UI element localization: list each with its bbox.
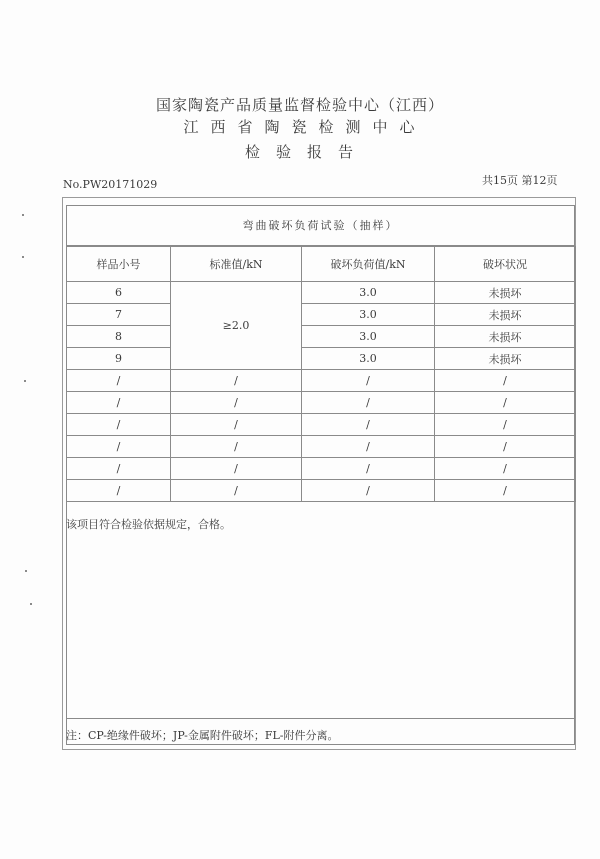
scan-speck <box>22 256 24 258</box>
scan-speck <box>30 603 32 605</box>
empty-cell: / <box>435 458 576 480</box>
empty-cell: / <box>171 414 302 436</box>
empty-cell: / <box>302 458 435 480</box>
empty-table-row <box>67 414 576 436</box>
status-cell: 未损坏 <box>435 326 576 348</box>
footnote: 注：CP-绝缘件破坏；JP-金属附件破坏；FL-附件分离。 <box>66 729 339 742</box>
empty-cell: / <box>302 392 435 414</box>
scan-speck <box>25 570 27 572</box>
load-cell: 3.0 <box>302 348 435 370</box>
load-cell: 3.0 <box>302 326 435 348</box>
empty-cell: / <box>302 436 435 458</box>
empty-cell: / <box>302 480 435 502</box>
header-sample-no: 样品小号 <box>67 247 171 282</box>
note-divider <box>66 718 575 719</box>
load-cell: 3.0 <box>302 282 435 304</box>
empty-cell: / <box>302 370 435 392</box>
empty-cell: / <box>435 480 576 502</box>
report-title: 检验报告 <box>244 143 369 161</box>
header-failure-load: 破坏负荷值/kN <box>302 247 435 282</box>
empty-cell: / <box>435 414 576 436</box>
empty-cell: / <box>67 370 171 392</box>
report-header-line2: 江西省陶瓷检测中心 <box>183 118 427 136</box>
empty-table-row <box>67 436 576 458</box>
empty-cell: / <box>435 392 576 414</box>
empty-cell: / <box>171 458 302 480</box>
table-header-row <box>67 247 576 282</box>
report-number: No.PW20171029 <box>63 178 158 191</box>
standard-value-cell: ≥2.0 <box>171 282 302 370</box>
empty-cell: / <box>171 436 302 458</box>
empty-cell: / <box>302 414 435 436</box>
empty-table-row <box>67 370 576 392</box>
table-title: 弯曲破坏负荷试验（抽样） <box>66 205 575 246</box>
results-table <box>66 246 576 502</box>
empty-cell: / <box>67 414 171 436</box>
empty-cell: / <box>67 458 171 480</box>
empty-table-row <box>67 480 576 502</box>
empty-cell: / <box>171 370 302 392</box>
scan-speck <box>22 214 24 216</box>
empty-cell: / <box>435 370 576 392</box>
table-row <box>67 282 576 304</box>
empty-cell: / <box>171 480 302 502</box>
sample-cell: 7 <box>67 304 171 326</box>
conclusion-text: 该项目符合检验依据规定，合格。 <box>66 518 231 531</box>
sample-cell: 9 <box>67 348 171 370</box>
status-cell: 未损坏 <box>435 282 576 304</box>
empty-cell: / <box>67 392 171 414</box>
load-cell: 3.0 <box>302 304 435 326</box>
table-row <box>67 326 576 348</box>
empty-cell: / <box>435 436 576 458</box>
table-row <box>67 348 576 370</box>
empty-cell: / <box>67 480 171 502</box>
report-header-line1: 国家陶瓷产品质量监督检验中心（江西） <box>155 96 444 114</box>
header-failure-status: 破坏状况 <box>435 247 576 282</box>
table-row <box>67 304 576 326</box>
empty-table-row <box>67 458 576 480</box>
empty-table-row <box>67 392 576 414</box>
sample-cell: 8 <box>67 326 171 348</box>
page-info: 共15页 第12页 <box>482 174 558 187</box>
header-standard-value: 标准值/kN <box>171 247 302 282</box>
empty-cell: / <box>171 392 302 414</box>
empty-cell: / <box>67 436 171 458</box>
sample-cell: 6 <box>67 282 171 304</box>
status-cell: 未损坏 <box>435 348 576 370</box>
scan-speck <box>24 380 26 382</box>
status-cell: 未损坏 <box>435 304 576 326</box>
